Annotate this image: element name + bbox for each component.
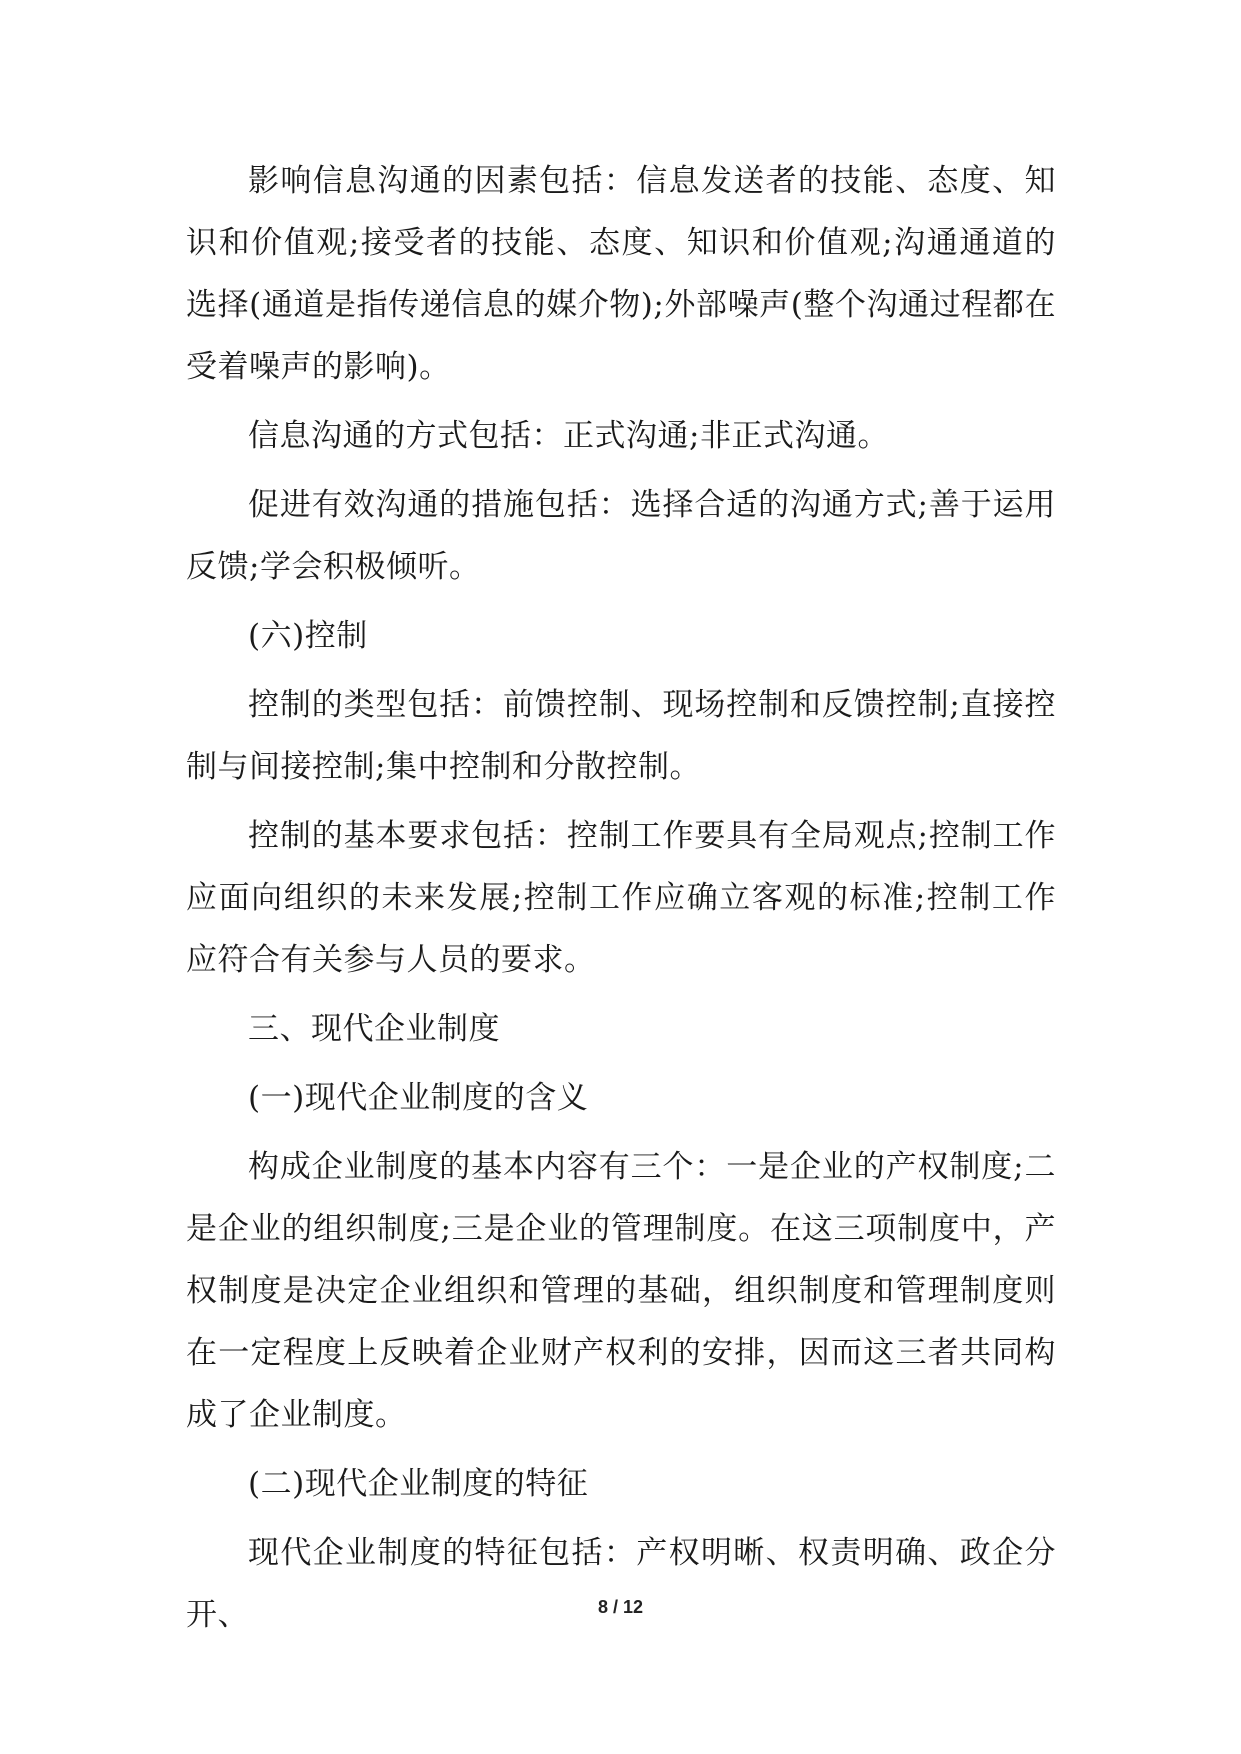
paragraph-communication-factors: 影响信息沟通的因素包括：信息发送者的技能、态度、知识和价值观;接受者的技能、态度、知识和价值观;沟通通道的选择(通道是指传递信息的媒介物);外部噪声(整个沟通过程都在受着噪声的影响)。	[186, 163, 1056, 385]
section-heading-control: (六)控制	[248, 618, 368, 654]
page-body	[186, 150, 1056, 1653]
paragraph-features: 现代企业制度的特征包括：产权明晰、权责明确、政企分开、	[186, 1535, 1056, 1633]
section-heading-modern-enterprise: 三、现代企业制度	[248, 1011, 500, 1047]
subheading-definition: (一)现代企业制度的含义	[248, 1080, 589, 1116]
paragraph-effective-communication: 促进有效沟通的措施包括：选择合适的沟通方式;善于运用反馈;学会积极倾听。	[186, 487, 1056, 585]
paragraph-communication-methods: 信息沟通的方式包括：正式沟通;非正式沟通。	[248, 418, 889, 454]
paragraph-control-requirements: 控制的基本要求包括：控制工作要具有全局观点;控制工作应面向组织的未来发展;控制工作应确立客观的标准;控制工作应符合有关参与人员的要求。	[186, 818, 1056, 978]
subheading-features: (二)现代企业制度的特征	[248, 1466, 589, 1502]
paragraph-control-types: 控制的类型包括：前馈控制、现场控制和反馈控制;直接控制与间接控制;集中控制和分散控制。	[186, 687, 1056, 785]
paragraph-enterprise-system-content: 构成企业制度的基本内容有三个：一是企业的产权制度;二是企业的组织制度;三是企业的管理制度。在这三项制度中，产权制度是决定企业组织和管理的基础，组织制度和管理制度则在一定程度上反映着企业财产权利的安排，因而这三者共同构成了企业制度。	[186, 1149, 1056, 1433]
page-number: 8 / 12	[597, 1597, 644, 1617]
